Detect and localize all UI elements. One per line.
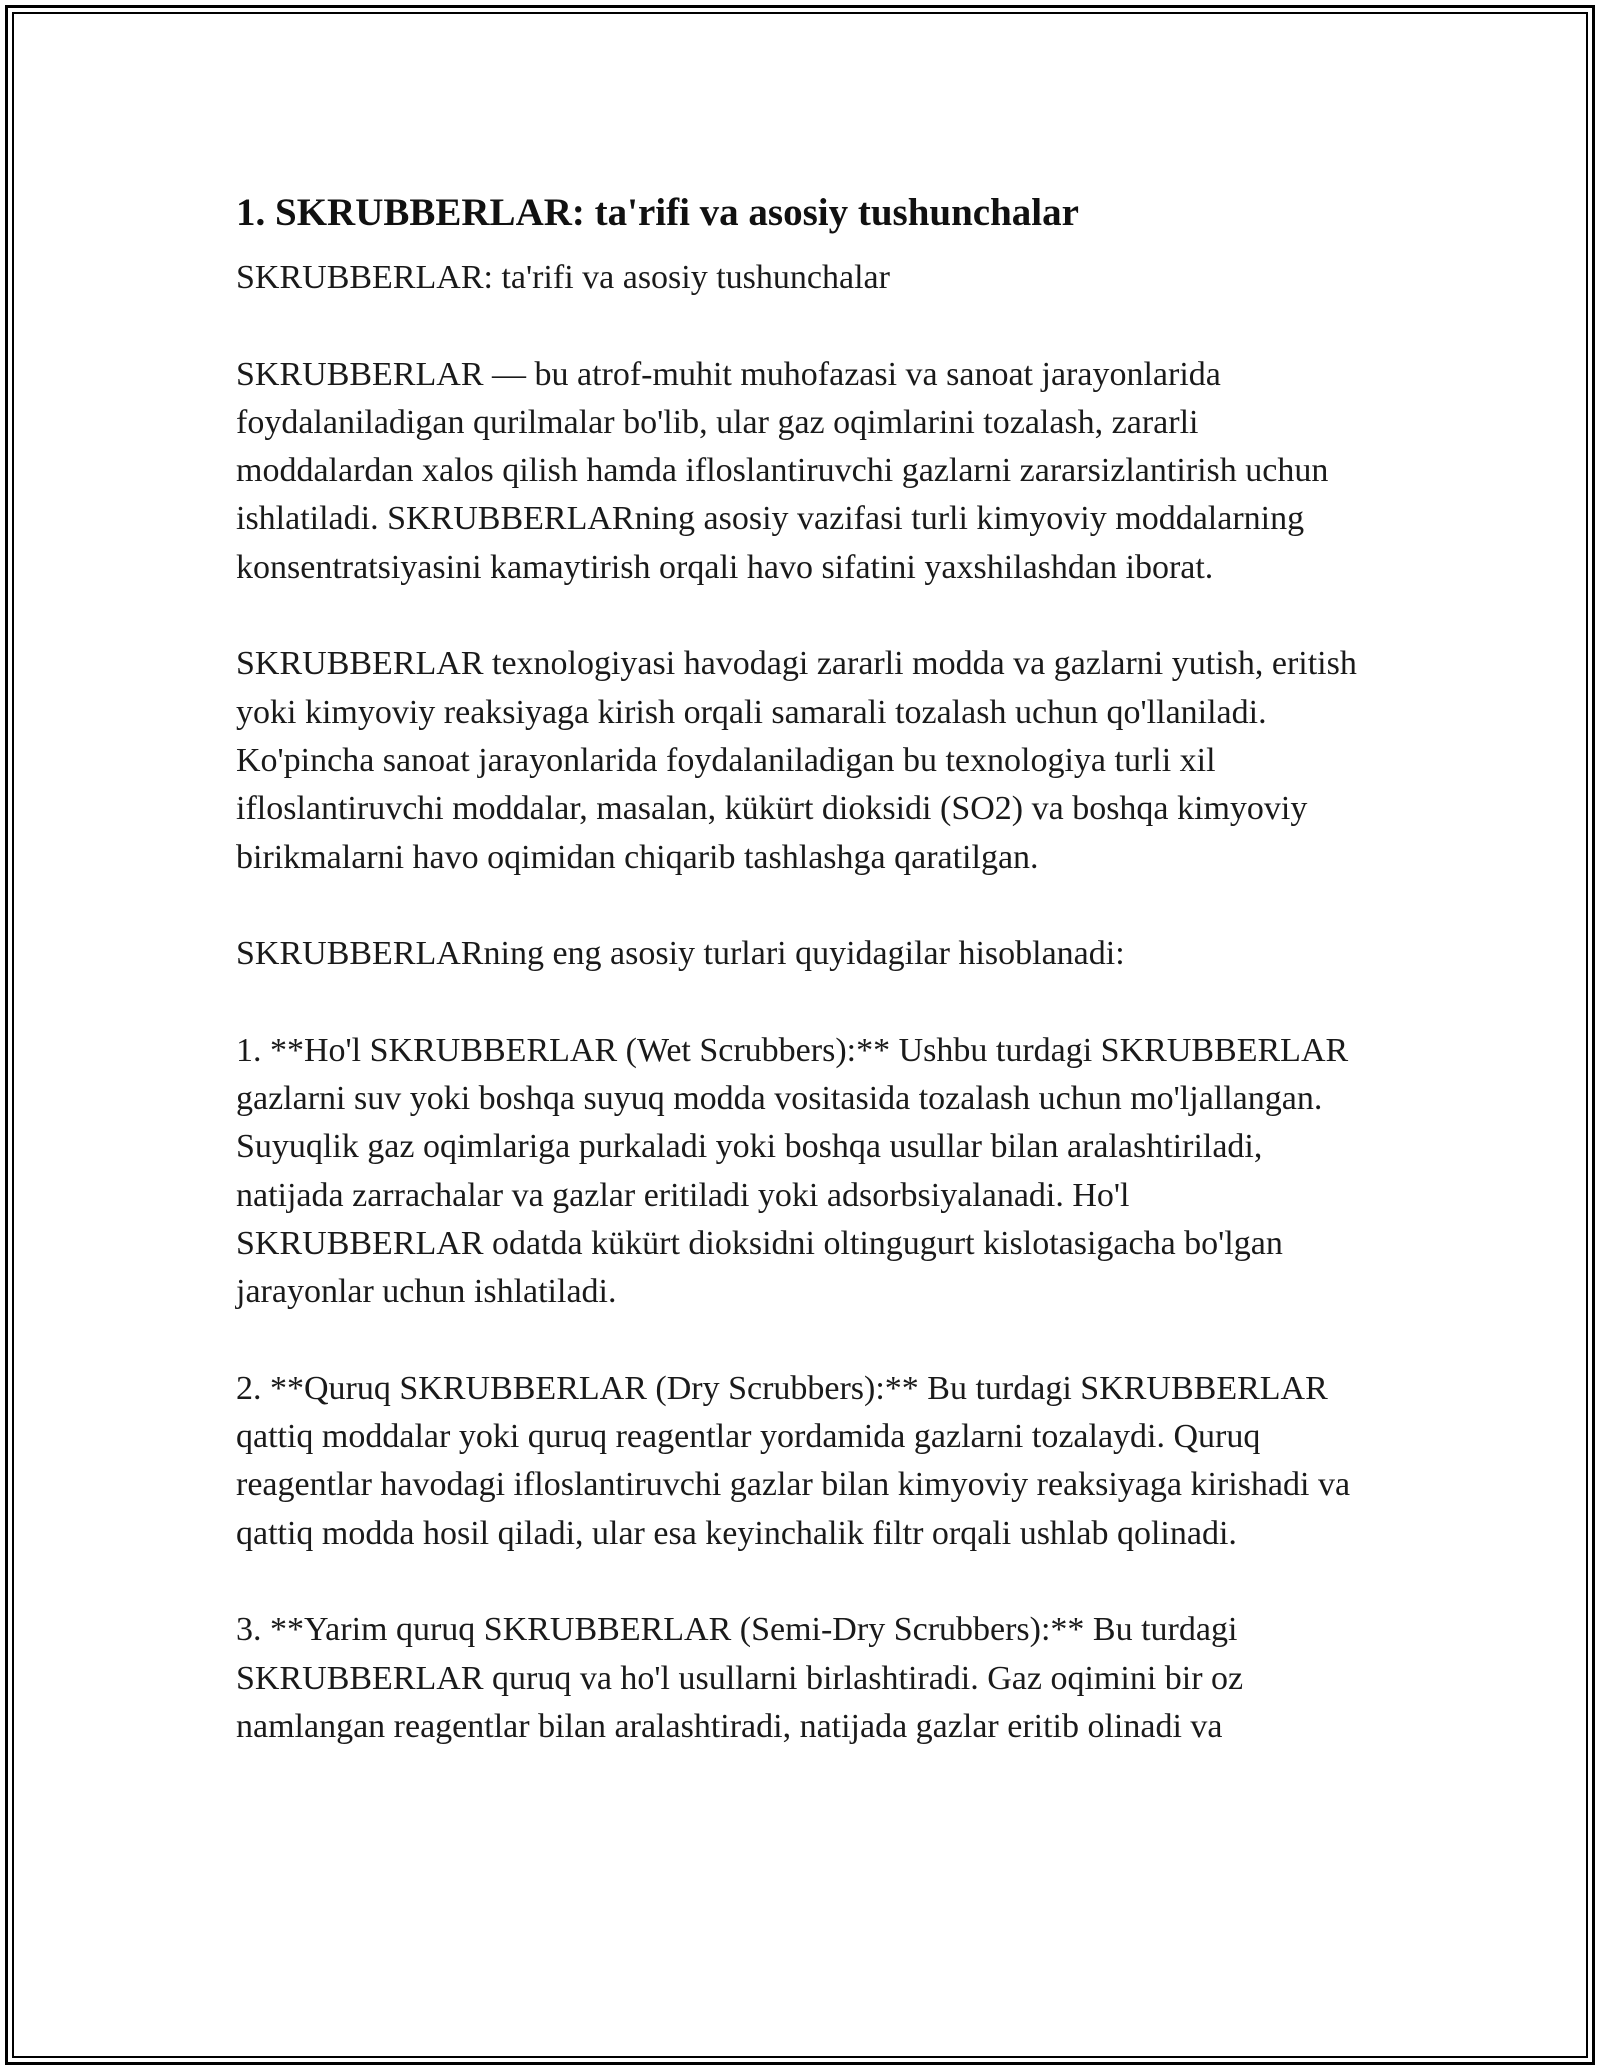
paragraph-dry-scrubbers: 2. **Quruq SKRUBBERLAR (Dry Scrubbers):** Bu turdagi SKRUBBERLAR qattiq moddalar yoki quruq reagentlar yordamida gazlarni tozalaydi. Quruq reagentlar havodagi ifloslantiruvchi gazlar bilan kimyoviy reaksiyaga kirishadi va qattiq modda hosil qiladi, ular esa keyinchalik filtr orqali ushlab qolinadi. — [236, 1369, 1351, 1552]
paragraph-technology: SKRUBBERLAR texnologiyasi havodagi zararli modda va gazlarni yutish, eritish yoki kimyoviy reaksiyaga kirish orqali samarali tozalash uchun qo'llaniladi. Ko'pincha sanoat jarayonlarida foydalaniladigan bu texnologiya turli xil ifloslantiruvchi moddalar, masalan, kükürt dioksidi (SO2) va boshqa kimyoviy birikmalarni havo oqimidan chiqarib tashlashga qaratilgan. — [236, 645, 1357, 876]
paragraph-semi-dry-scrubbers: 3. **Yarim quruq SKRUBBERLAR (Semi-Dry Scrubbers):** Bu turdagi SKRUBBERLAR quruq va ho'l usullarni birlashtiradi. Gaz oqimini bir oz namlangan reagentlar bilan aralashtiradi, natijada gazlar eritib olinadi va — [236, 1611, 1244, 1745]
paragraph-types-intro: SKRUBBERLARning eng asosiy turlari quyidagilar hisoblanadi: — [236, 935, 1125, 973]
paragraph-wet-scrubbers: 1. **Ho'l SKRUBBERLAR (Wet Scrubbers):** Ushbu turdagi SKRUBBERLAR gazlarni suv yoki boshqa suyuq modda vositasida tozalash uchun mo'ljallangan. Suyuqlik gaz oqimlariga purkaladi yoki boshqa usullar bilan aralashtiriladi, natijada zarrachalar va gazlar eritiladi yoki adsorbsiyalanadi. Ho'l SKRUBBERLAR odatda kükürt dioksidni oltingugurt kislotasigacha bo'lgan jarayonlar uchun ishlatiladi. — [236, 1031, 1349, 1311]
document-title: 1. SKRUBBERLAR: ta'rifi va asosiy tushunchalar — [236, 191, 1079, 234]
paragraph-definition: SKRUBBERLAR — bu atrof-muhit muhofazasi va sanoat jarayonlarida foydalaniladigan qurilmalar bo'lib, ular gaz oqimlarini tozalash, zararli moddalardan xalos qilish hamda ifloslantiruvchi gazlarni zararsizlantirish uchun ishlatiladi. SKRUBBERLARning asosiy vazifasi turli kimyoviy moddalarning konsentratsiyasini kamaytirish orqali havo sifatini yaxshilashdan iborat. — [236, 355, 1329, 586]
document-body — [236, 186, 1366, 1751]
paragraph-subtitle: SKRUBBERLAR: ta'rifi va asosiy tushunchalar — [236, 259, 890, 296]
